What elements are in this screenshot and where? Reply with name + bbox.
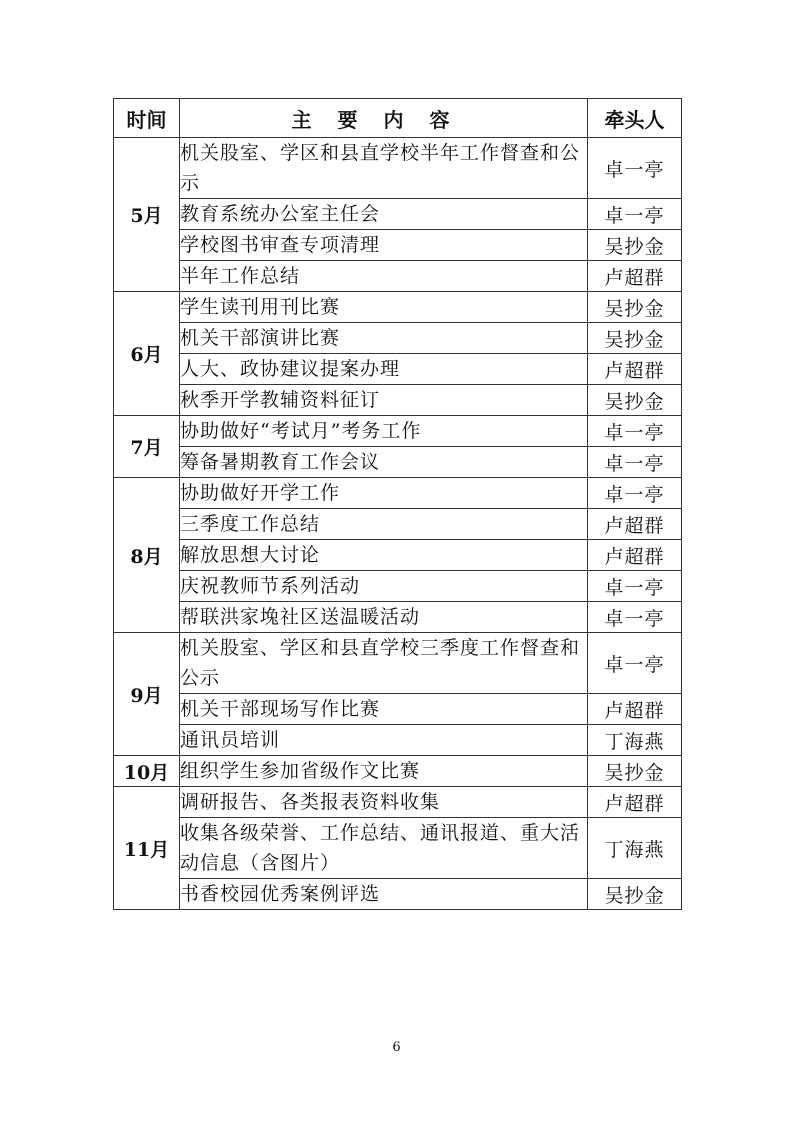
table-row <box>114 447 682 478</box>
month-cell: 5月 <box>114 138 180 292</box>
table-row <box>114 478 682 509</box>
table-row <box>114 540 682 571</box>
task-content-cell: 协助做好开学工作 <box>180 478 588 509</box>
table-row <box>114 694 682 725</box>
task-lead-cell: 卢超群 <box>588 540 682 571</box>
task-content-cell: 学生读刊用刊比赛 <box>180 292 588 323</box>
task-content-cell: 帮联洪家堍社区送温暖活动 <box>180 602 588 633</box>
task-lead-cell: 卢超群 <box>588 694 682 725</box>
task-lead-cell: 卓一亭 <box>588 633 682 694</box>
table-row <box>114 756 682 787</box>
task-content-cell: 解放思想大讨论 <box>180 540 588 571</box>
task-content-cell: 书香校园优秀案例评选 <box>180 879 588 910</box>
task-lead-cell: 吴抄金 <box>588 756 682 787</box>
header-content: 主要内容 <box>180 99 588 138</box>
table-row <box>114 633 682 694</box>
table-row <box>114 199 682 230</box>
month-cell: 9月 <box>114 633 180 756</box>
month-cell: 8月 <box>114 478 180 633</box>
task-content-cell: 秋季开学教辅资料征订 <box>180 385 588 416</box>
table-row <box>114 323 682 354</box>
task-content-cell: 调研报告、各类报表资料收集 <box>180 787 588 818</box>
table-row <box>114 416 682 447</box>
month-cell: 6月 <box>114 292 180 416</box>
table-header-row <box>114 99 682 138</box>
table-row <box>114 292 682 323</box>
task-lead-cell: 卢超群 <box>588 787 682 818</box>
task-lead-cell: 吴抄金 <box>588 292 682 323</box>
header-lead: 牵头人 <box>588 99 682 138</box>
task-lead-cell: 卓一亭 <box>588 416 682 447</box>
table-row <box>114 138 682 199</box>
page-number: 6 <box>392 1040 401 1055</box>
table-row <box>114 385 682 416</box>
task-content-cell: 收集各级荣誉、工作总结、通讯报道、重大活动信息（含图片） <box>180 818 588 879</box>
task-content-cell: 人大、政协建议提案办理 <box>180 354 588 385</box>
task-lead-cell: 吴抄金 <box>588 323 682 354</box>
month-cell: 11月 <box>114 787 180 910</box>
task-content-cell: 机关干部现场写作比赛 <box>180 694 588 725</box>
task-lead-cell: 卓一亭 <box>588 199 682 230</box>
task-lead-cell: 卢超群 <box>588 261 682 292</box>
task-content-cell: 筹备暑期教育工作会议 <box>180 447 588 478</box>
task-lead-cell: 卓一亭 <box>588 138 682 199</box>
table-row <box>114 509 682 540</box>
task-content-cell: 三季度工作总结 <box>180 509 588 540</box>
month-cell: 7月 <box>114 416 180 478</box>
table-row <box>114 230 682 261</box>
task-lead-cell: 吴抄金 <box>588 879 682 910</box>
task-content-cell: 庆祝教师节系列活动 <box>180 571 588 602</box>
task-content-cell: 半年工作总结 <box>180 261 588 292</box>
table-row <box>114 571 682 602</box>
task-content-cell: 组织学生参加省级作文比赛 <box>180 756 588 787</box>
table-row <box>114 787 682 818</box>
task-lead-cell: 吴抄金 <box>588 230 682 261</box>
table-row <box>114 354 682 385</box>
task-content-cell: 教育系统办公室主任会 <box>180 199 588 230</box>
task-lead-cell: 丁海燕 <box>588 725 682 756</box>
task-content-cell: 通讯员培训 <box>180 725 588 756</box>
task-lead-cell: 卓一亭 <box>588 571 682 602</box>
month-cell: 10月 <box>114 756 180 787</box>
task-lead-cell: 卓一亭 <box>588 602 682 633</box>
task-lead-cell: 卢超群 <box>588 509 682 540</box>
table-row <box>114 261 682 292</box>
task-lead-cell: 丁海燕 <box>588 818 682 879</box>
table-row <box>114 602 682 633</box>
task-lead-cell: 卢超群 <box>588 354 682 385</box>
table-row <box>114 879 682 910</box>
task-lead-cell: 卓一亭 <box>588 447 682 478</box>
table-body <box>114 138 682 910</box>
header-time: 时间 <box>114 99 180 138</box>
task-content-cell: 学校图书审查专项清理 <box>180 230 588 261</box>
task-lead-cell: 卓一亭 <box>588 478 682 509</box>
task-content-cell: 机关干部演讲比赛 <box>180 323 588 354</box>
task-content-cell: 协助做好“考试月”考务工作 <box>180 416 588 447</box>
schedule-table <box>113 98 682 910</box>
table-row <box>114 818 682 879</box>
task-content-cell: 机关股室、学区和县直学校半年工作督查和公示 <box>180 138 588 199</box>
task-lead-cell: 吴抄金 <box>588 385 682 416</box>
task-content-cell: 机关股室、学区和县直学校三季度工作督查和公示 <box>180 633 588 694</box>
table-row <box>114 725 682 756</box>
